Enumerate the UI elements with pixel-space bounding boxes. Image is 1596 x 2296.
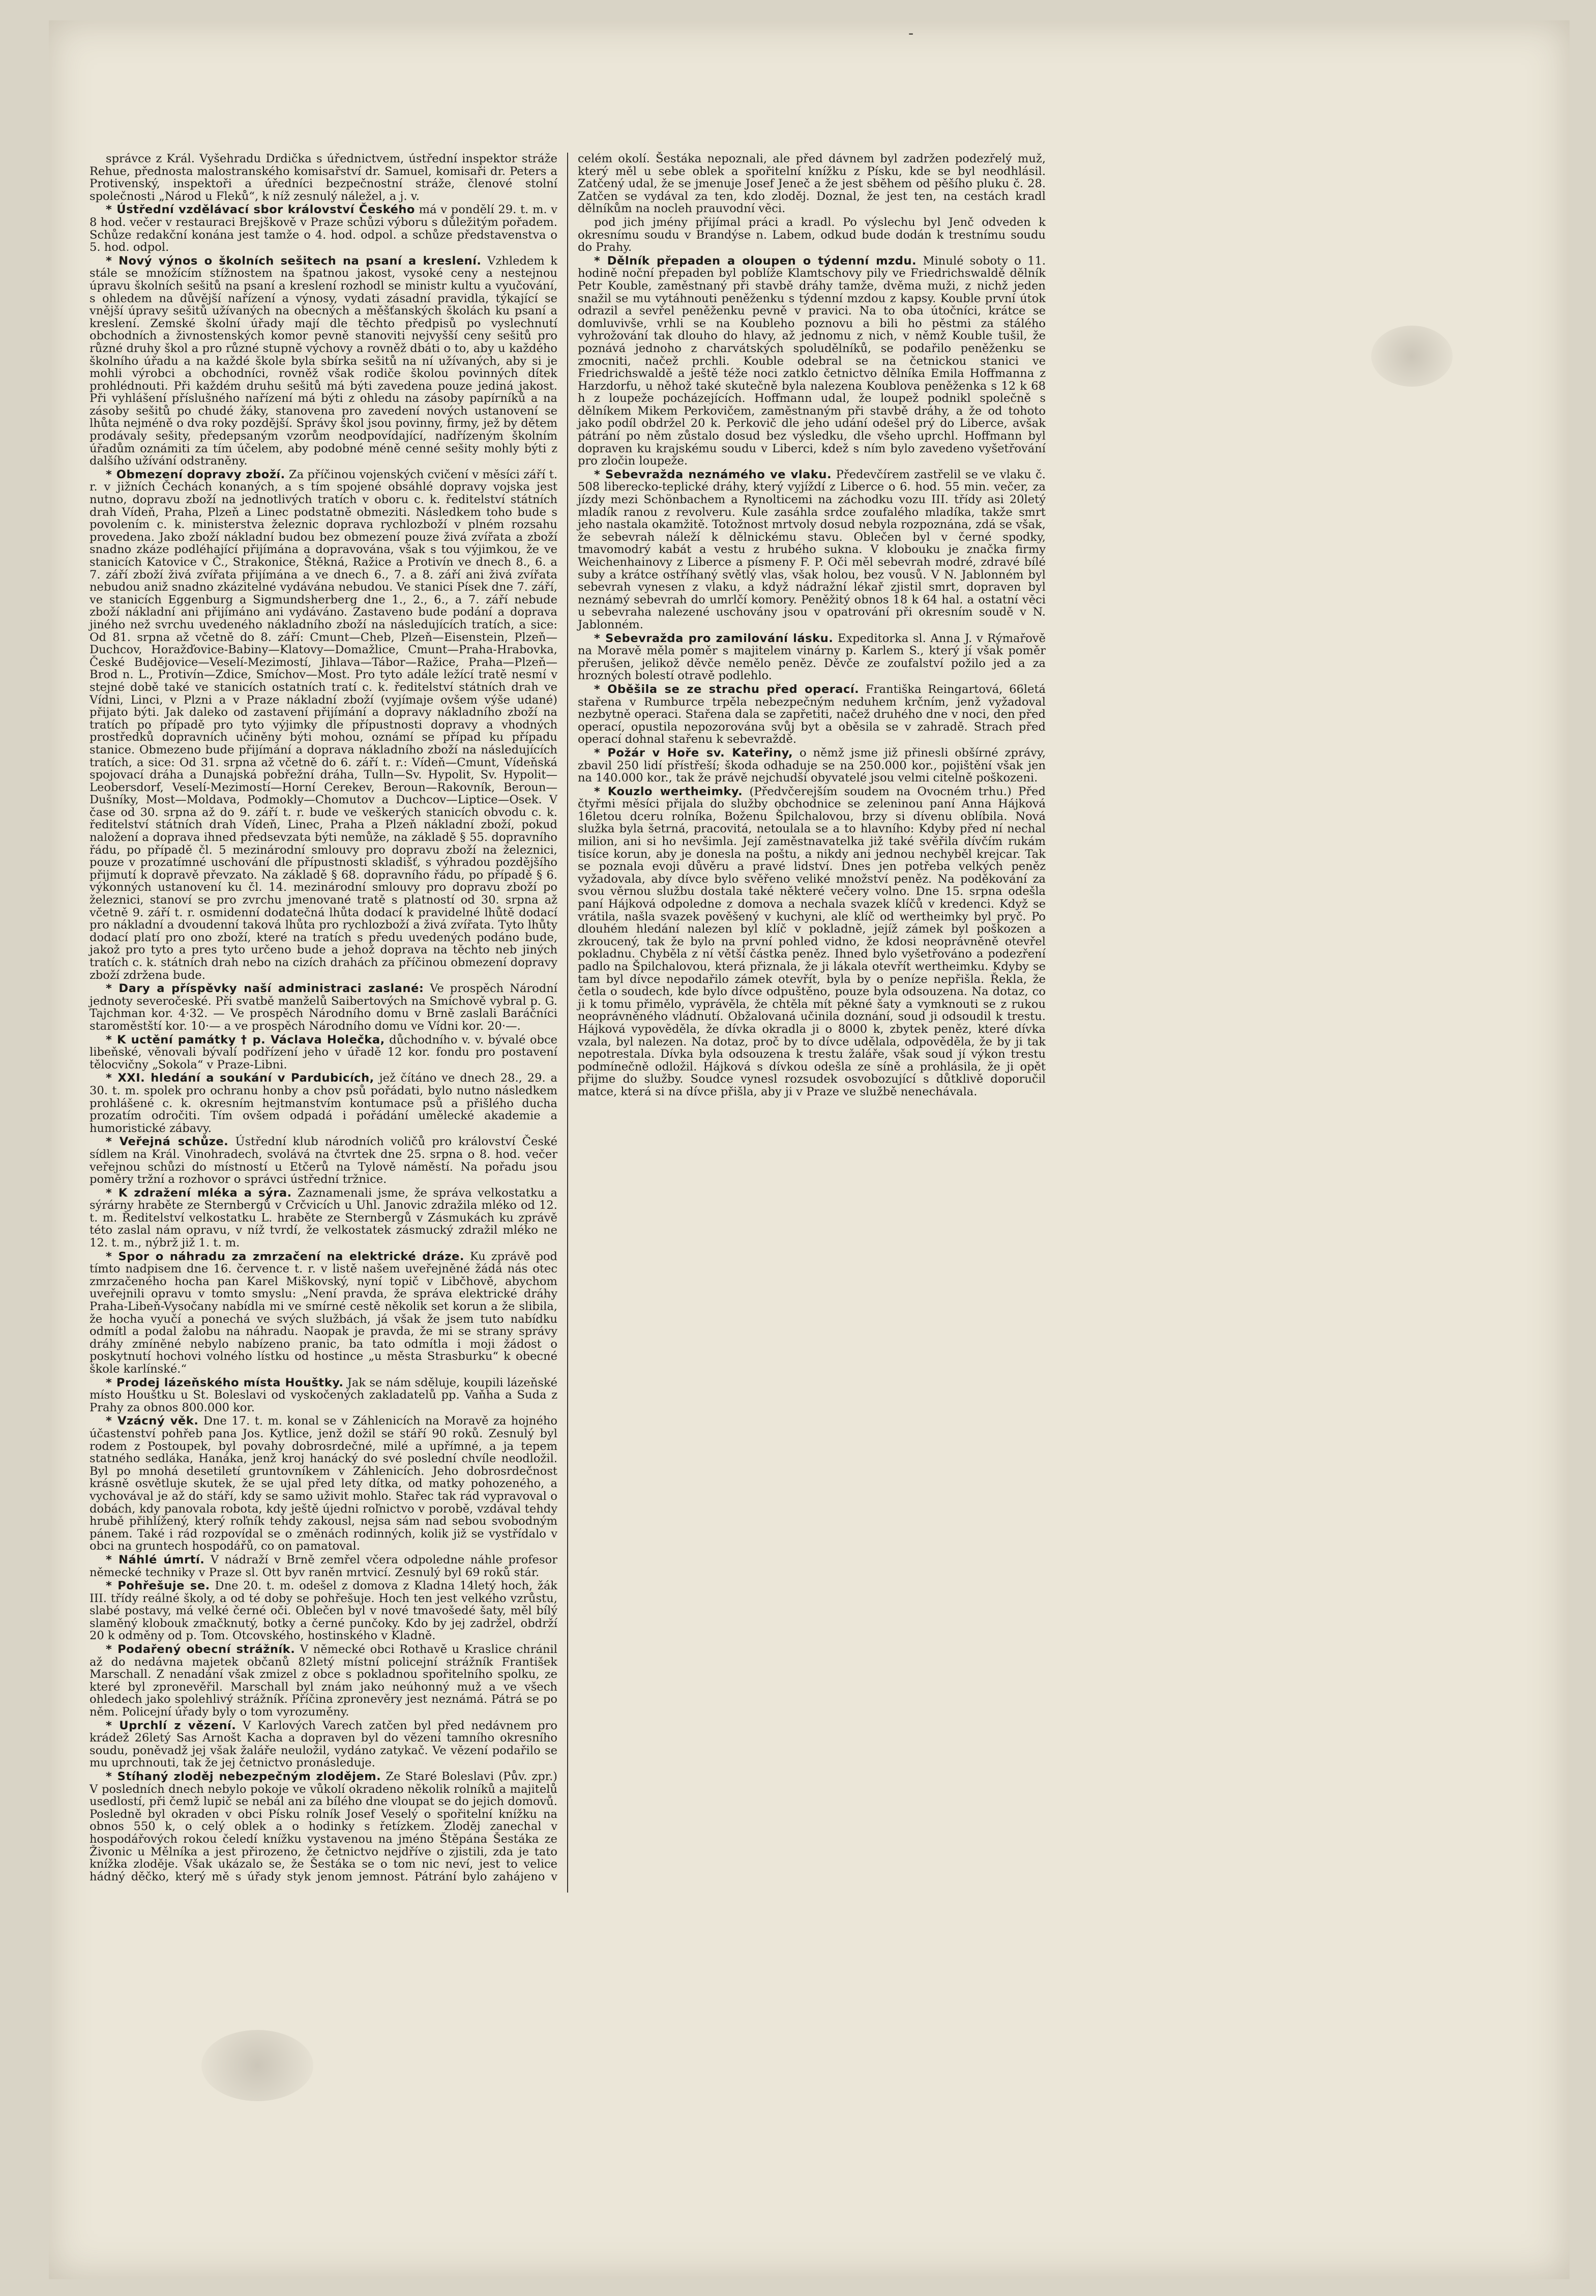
article-body: správce z Král. Vyšehradu Drdička s úřednictvem, ústřední inspektor stráže Rehue, přednosta malostranského komisařství dr. Samuel, komisaři dr. Peters a Protivenský, inspektoři a úředníci bezpečnostní stráže, členové stolní společnosti „Národ u Fleků“, k níž zesnulý náležel, a j. v. [90,152,557,203]
article-headline: * Pohřešuje se. [106,1579,210,1592]
article-body: pod jich jmény přijímal práci a kradl. Po výslechu byl Jenč odveden k okresnímu soudu v Brandýse n. Labem, odkud bude dodán k trestnímu soudu do Prahy. [578,215,1046,254]
article [578,683,1046,746]
article [90,1187,557,1249]
article-headline: * Vzácný věk. [106,1414,198,1428]
article-body: V nádraží v Brně zemřel včera odpoledne náhle profesor německé techniky v Praze sl. Ott byv raněn mrtvicí. Zesnulý byl 69 roků stár. [90,1553,557,1579]
article [90,255,557,468]
article-body: důchodního v. v. bývalé obce libeňské, věnovali bývalí podřízení jeho v úřadě 12 kor. fondu pro postavení tělocvičny „Sokola“ v Praze-Libni. [90,1033,557,1071]
article [90,1415,557,1553]
article-headline: * Uprchlí z vězení. [106,1719,236,1732]
article-headline: * K zdražení mléka a sýra. [106,1186,292,1200]
article-headline: * Sebevražda neznámého ve vlaku. [594,468,832,481]
article [578,632,1046,682]
article-headline: * Podařený obecní strážník. [106,1643,295,1656]
article [578,255,1046,468]
article-columns [90,153,1534,1893]
article-headline: * Prodej lázeňského místa Houštky. [106,1376,343,1389]
article-body: Předevčírem zastřelil se ve vlaku č. 508 liberecko-teplické dráhy, který vyjíždí z Liberce o 6. hod. 55 min. večer, za jízdy mezi Schönbachem a Rynolticemi na záchodku vozu III. třídy asi 20letý mladík ranou z revolveru. Kule zasáhla srdce zoufalého mladíka, takže smrt jeho nastala okamžitě. Totožnost mrtvoly dosud nebyla rozpoznána, zdá se však, že sebevrah náleží k dělnickému stavu. Oblečen byl v černé spodky, tmavomodrý kabát a vestu z hrubého sukna. V klobouku je značka firmy Weichenhainovy z Liberce a písmeny F. P. Oči měl sebevrah modré, zdravé bílé suby a krátce ostříhaný světlý vlas, však holou, bez vousů. V N. Jablonném byl sebevrah vynesen z vlaku, a když nádražní lékař zjistil smrt, dopraven byl neznámý sebevrah do umrlčí komory. Peněžitý obnos 18 k 64 hal. a ostatní věci u sebevraha nalezené uschovány jsou v opatrování při okresním soudě v N. Jablonném. [578,468,1046,631]
article-headline: * Dary a příspěvky naší administraci zaslané: [106,982,424,995]
article [90,204,557,253]
article-headline: * Dělník přepaden a oloupen o týdenní mzdu. [594,254,917,268]
article-headline: * Obmezení dopravy zboží. [106,468,285,481]
article [90,1072,557,1135]
article-headline: * Veřejná schůze. [106,1135,228,1148]
article [90,1720,557,1769]
article-headline: * K uctění památky † p. Václava Holečka, [106,1033,385,1047]
article-headline: * Oběšila se ze strachu před operací. [594,683,859,696]
article [90,1377,557,1414]
article-body: V německé obci Rothavě u Kraslice chránil až do nedávna majetek občanů 82letý místní policejní strážník František Marschall. Z nenadání však zmizel z obce s pokladnou spořitelního spolku, ze které byl zpronevěřil. Marschall byl znám jako neúhonný muž a ve všech ohledech jako spolehlivý strážník. Příčina zpronevěry jest neznámá. Pátrá se po něm. Policejní úřady byly o tom vyrozuměny. [90,1643,557,1719]
article [90,1580,557,1642]
paper-stain [1371,326,1453,387]
article-body: o němž jsme již přinesli obšírné zprávy, zbavil 250 lidí přístřeší; škoda odhaduje se na 250.000 kor., pojištění však jen na 140.000 kor., tak že právě nejchudší obyvatelé jsou velmi citelně poškozeni. [578,746,1046,785]
article-headline: * Náhlé úmrtí. [106,1553,204,1566]
article-body: Ku zprávě pod tímto nadpisem dne 16. července t. r. v listě našem uveřejněné žádá nás otec zmrzačeného hocha pan Karel Miškovský, nyní topič v Libčhově, abychom uveřejnili opravu v tomto smyslu: „Není pravda, že správa elektrické dráhy Praha-Libeň-Vysočany nabídla mi ve smírné cestě několik set korun a že slibila, že hocha vyučí a ponechá ve svých službách, já však že jsem tuto nabídku odmítl a podal žalobu na náhradu. Naopak je pravda, že mi se strany správy dráhy zmíněné nebylo nabízeno pranic, ba tato odmítla i moji žádost o poskytnutí hochovi volného lístku od hostince „u města Strasburku“ k obecné škole karlínské.“ [90,1249,557,1376]
article [578,469,1046,631]
article-headline: * Sebevražda pro zamilování lásku. [594,632,833,645]
article-headline: * Spor o náhradu za zmrzačení na elektrické dráze. [106,1250,464,1263]
article-body: Dne 17. t. m. konal se v Záhlenicích na Moravě za hojného účastenství pohřeb pana Jos. Kytlice, jenž dožil se stáří 90 roků. Zesnulý byl rodem z Postoupek, byl povahy dobrosrdečné, milé a upřímné, a ja tepem statného sedláka, Hanáka, jenž kroj hanácký do své poslední chvíle neodložil. Byl po mnohá desetiletí gruntovníkem v Záhlenicích. Jeho dobrosrdečnost krásně osvětluje skutek, že se ujal před lety dítka, od matky pohozeného, a vychovával je až do stáří, kdy se samo uživit mohlo. Stařec tak rád vypravoval o dobách, kdy panovala robota, kdy ještě újedni roľnictvo v porobě, vzdával tehdy hrubě přihlížený, který roľník tehdy zakousl, nejsa sám nad sebou svobodným pánem. Také i rád rozpovídal se o změnách rodinných, kolik již se vystřídalo v obci na gruntech hospodářů, co on pamatoval. [90,1414,557,1553]
article [578,786,1046,1098]
page-mark: - [908,24,916,42]
article-body: má v pondělí 29. t. m. v 8 hod. večer v restauraci Brejškově v Praze schůzi výboru s důležitým pořadem. Schůze redakční konána jest tamže o 4. hod. odpol. a schůze představenstva o 5. hod. odpol. [90,203,558,254]
article [90,153,557,202]
article [90,1034,557,1071]
article [578,747,1046,784]
article-headline: * Požár v Hoře sv. Kateřiny, [594,746,793,760]
article-body: Za příčinou vojenských cvičení v měsíci září t. r. v jižních Čechách konaných, a s tím spojené obsáhlé dopravy vojska jest nutno, dopravu zboží na jednotlivých tratích v oboru c. k. ředitelství státních drah Vídeň, Praha, Plzeň a Linec podstatně obmeziti. Následkem toho bude s povolením c. k. ministerstva železnic doprava rychlozboží v plném rozsahu provedena. Jako zboží nákladní budou bez obmezení pouze živá zvířata a zboží snadno zkáze podléhající přijímána a dopravována, však s tou výjimkou, že ve stanicích Katovice v Č., Strakonice, Štěkná, Ražice a Protivín ve dnech 8., 6. a 7. září zboží živá zvířata přijímána a ve dnech 6., 7. a 8. září ani živá zvířata nebudou aniž snadno zkázitelné vydávána nebudou. Ve stanici Písek dne 7. září, ve stanicích Eggenburg a Sigmundsherberg dne 1., 2., 6., a 7. září nebude zboží nákladní ani přijímáno ani vydáváno. Zastaveno bude podání a doprava jiného než svrchu uvedeného nákladního zboží na následujících tratích, a sice: Od 81. srpna až včetně do 8. září: Cmunt—Cheb, Plzeň—Eisenstein, Plzeň—Duchcov, Horažďovice-Babiny—Klatovy—Domažlice, Cmunt—Praha-Hrabovka, České Budějovice—Veselí-Mezimostí, Jihlava—Tábor—Ražice, Praha—Plzeň—Brod n. L., Protivín—Zdice, Smíchov—Most. Pro tyto adále ležící tratě nesmí v stejné době také ve stanicích ostatních tratí c. k. ředitelství státních drah ve Vídni, Linci, v Plzni a v Praze nákladní zboží (vyjímaje ovšem výše udané) přijato býti. Jak daleko od zastavení přijímání a dopravy nákladního zboží na tratích po případě pro tyto výjimky dle přípustnosti dopravy a vhodných prostředků dopravních učiněny býti mohou, oznámí se případ ku případu stanice. Obmezeno bude přijímání a doprava nákladního zboží na následujících tratích, a sice: Od 31. srpna až včetně do 6. září t. r.: Vídeň—Cmunt, Vídeňská spojovací dráha a Dunajská pobřežní dráha, Tulln—Sv. Hypolit, Sv. Hypolit—Leobersdorf, Veselí-Mezimostí—Horní Cerekev, Beroun—Rakovník, Beroun—Dušníky, Most—Moldava, Podmokly—Chomutov a Duchcov—Liptice—Osek. V čase od 30. srpna až do 9. září t. r. bude ve veškerých stanicích obvodu c. k. ředitelství státních drah Vídeň, Linec, Praha a Plzeň nákladní zboží, pokud naložení a doprava ihned předsevzata býti nemůže, na základě § 55. dopravního řádu, po případě čl. 5 mezinárodní smlouvy pro dopravu zboží na železnici, pouze v prozatímné uschování dle přípustnosti skladišť, s výhradou pozdějšího přijmutí k dopravě převzato. Na základě § 68. dopravního řádu, po případě § 6. výkonných ustanovení ku čl. 14. mezinárodní smlouvy pro dopravu zboží po železnici, stanoví se pro zvrchu jmenované tratě s platností od 30. srpna až včetně 9. září t. r. osmidenní dodatečná lhůta dodací k pravidelné lhůtě dodací pro nákladní a dvoudenní taková lhůta pro rychlozboží a živá zvířata. Tyto lhůty dodací platí pro ono zboží, které na tratích s předu uvedených podáno bude, jakož pro tyto a pres tyto určeno bude a jehož doprava na těchto neb jiných tratích c. k. státních drah nebo na cizích drahách za příčinou obmezení dopravy zboží zdržena bude. [90,468,557,982]
article [90,1643,557,1719]
article-body: V Karlových Varech zatčen byl před nedávnem pro krádež 26letý Sas Arnošt Kacha a dopraven byl do vězení tamního okresního soudu, poněvadž jej však žaláře neuložil, vydáno zatykač. Ve vězení podařilo se mu uprchnouti, tak že jej četnictvo pronásleduje. [90,1719,557,1770]
paper-stain [201,2030,313,2101]
article-body: Františka Reingartová, 66letá stařena v Rumburce trpěla nebezpečným neduhem krčním, jenž vyžadoval nezbytně operaci. Stařena dala se zapřetiti, načež druhého dne v noci, den před operací, opustila nepozorována svůj byt a oběsila se v zahradě. Strach před operací dohnal stařenu k sebevraždě. [578,682,1046,746]
newspaper-page [49,20,1570,2279]
article-body: jež čítáno ve dnech 28., 29. a 30. t. m. spolek pro ochranu honby a chov psů pořádati, bylo nutno následkem prohlášené c. k. okresním hejtmanstvím kontumace psů a přišlého ducha prozatím odročiti. Tím ovšem odpadá i pořádání umělecké akademie a humoristické zábavy. [90,1071,557,1135]
article-body: Expeditorka sl. Anna J. v Rýmařově na Moravě měla poměr s majitelem vinárny p. Karlem S., který jí však poměr přerušen, jelikož děvče nemělo peněz. Děvče ze zoufalství požilo jed a za hrozných bolestí otravě podlehlo. [578,631,1046,683]
article-headline: * Kouzlo wertheimky. [594,785,743,798]
article [90,1251,557,1376]
article-body: Ze Staré Boleslavi (Pův. zpr.) V posledních dnech nebylo pokoje ve vůkolí okradeno několik rolníků a majitelů usedlostí, při čemž lupič se nebál ani za bílého dne vloupat se do jejich domovů. Posledně byl okraden v obci Písku rolník Josef Veselý o spořitelní knížku na obnos 550 k, o celý oblek a o hodinky s řetízkem. Zloděj zanechal v hospodářových rokou čeledí knížku vystavenou na jméno Štěpána Šestáka ze Živonic u Mělníka a jest přirozeno, že četnictvo nejdříve o zjistili, zda je tato knížka zloděje. Však ukázalo se, že Šestáka se o tom nic neví, jest to velice hádný děčko, který mě s úřady styk jenom jemnost. Pátrání bylo zahájeno v celém okolí. Šestáka nepoznali, ale před dávnem byl zadržen podezřelý muž, který měl u sebe oblek a spořitelní knížku z Písku, kde se byl neodhlásil. Zatčený udal, že se jmenuje Josef Jeneč a že jest sběhem od pěšího pluku č. 28. Zatčen se vydával za ten, kdo zloděj. Doznal, že jest ten, na cestách kradl dělníkům na nocleh prauvodní věci. [90,152,1046,1883]
article-headline: * Ústřední vzdělávací sbor království Českého [106,203,415,216]
article-body: Zaznamenali jsme, že správa velkostatku a sýrárny hraběte ze Sternbergů v Crčvicích u Uhl. Janovic zdražila mléko od 12. t. m. Ředitelství velkostatku L. hraběte ze Sternbergů v Zásmukách ku zprávě této zaslal nám opravu, v níž tvrdí, že velkostatek zásmucký zdražil mléko ne 12. t. m., nýbrž již 1. t. m. [90,1186,557,1250]
article [578,216,1046,254]
article-body: Dne 20. t. m. odešel z domova z Kladna 14letý hoch, žák III. třídy reálné školy, a od té doby se pohřešuje. Hoch ten jest velkého vzrůstu, slabé postavy, má velké černé oči. Oblečen byl v nové tmavošedé šaty, měl bílý slaměný klobouk zmačknutý, botky a černé punčoky. Kdo by jej zadržel, obdrží 20 k odměny od p. Tom. Otcovského, hostinského v Kladně. [90,1579,557,1643]
article [90,469,557,981]
article-body: Jak se nám sděluje, koupili lázeňské místo Houštku u St. Boleslavi od vyskočených zakladatelů pp. Vaňha a Suda z Prahy za obnos 800.000 kor. [90,1376,557,1414]
article-body: Vzhledem k stále se množícím stížnostem na špatnou jakost, vysoké ceny a nestejnou úpravu školních sešitů na psaní a kreslení rozhodl se ministr kultu a vyučování, s ohledem na důvější nařízení a výnosy, vydati zásadní pravidla, týkající se vnější úpravy sešitů užívaných na obecných a měšťanských školách ku psaní a kreslení. Zemské školní úřady mají dle těchto předpisů po vyslechnutí obchodních a živnostenských komor pevně stanoviti nejvyšší ceny sešitů pro různé druhy škol a pro různé stupně výchovy a rovněž dbáti o to, aby u každého školního úřadu a na každé škole byla sbírka sešitů na ní užívaných, aby si je mohli výrobci a obchodníci, rovněž však rodiče školou povinných dítek prohlédnouti. Při každém druhu sešitů má býti zavedena pouze jediná jakost. Při vyhlášení příslušného nařízení má býti z ohledu na zásoby papírníků a na zásoby sešitů po chudé žáky, stanovena pro zavedení nových ustanovení se lhůta nejméně o dva roky pozdější. Správy škol jsou povinny, firmy, jež by dětem prodávaly sešity, předepsaným vzorům neodpovídající, nadřízeným školním úřadům oznámiti za tím účelem, aby podobné méně cenné sešity mohly býti z dalšího užívání odstraněny. [90,254,558,468]
article-body: Ve prospěch Národní jednoty severočeské. Při svatbě manželů Saibertových na Smíchově vybral p. G. Tajchman kor. 4·32. — Ve prospěch Národního domu v Brně zaslali Baráčníci staroměstští kor. 10·— a ve prospěch Národního domu ve Vídni kor. 20·—. [90,982,557,1033]
article-headline: * Stíhaný zloděj nebezpečným zlodějem. [106,1770,381,1783]
article [90,982,557,1032]
article-headline: * Nový výnos o školních sešitech na psaní a kreslení. [106,254,481,268]
article [90,1554,557,1579]
article-body: (Předvčerejším soudem na Ovocném trhu.) Před čtyřmi měsíci přijala do služby obchodnice se zeleninou paní Anna Hájková 16letou dceru rolníka, Boženu Špilchalovou, brzy si dívenu oblíbila. Nová služka byla šetrná, pracovitá, netoulala se a to hlavního: Kdyby před ní nechal milion, ani si ho nevšimla. Její zaměstnavatelka již také svěřila dívčím rukám tisíce korun, aby je donesla na poštu, a nikdy ani jednou nechyběl krejcar. Tak se poznala evoji důvěru a pravé lidství. Dnes jen potřeba velkých peněz vyžadovala, aby dívce bylo svěřeno veliké množství peněz. Na poděkování za svou věrnou službu dostala také některé večery volno. Dne 15. srpna odešla paní Hájková odpoledne z domova a nechala svazek klíčů v kredenci. Když se vrátila, našla svazek pověšený v kuchyni, ale klíč od wertheimky byl pryč. Po dlouhém hledání nalezen byl klíč v pokladně, jejíž zámek byl poškozen a zkroucený, tak že bylo na první pohled vidno, že kdosi neoprávněně otevřel pokladnu. Chyběla z ní větší částka peněz. Ihned bylo vyšetřováno a podezření padlo na Špilchalovou, která přiznala, že ji lákala otevřít wertheimku. Kdyby se tam byl dívce nepodařilo zámek otevřít, byla by o peníze nepřišla. Řekla, že četla o soudech, kde bylo dívce odpuštěno, pouze byla odsouzena. Na dotaz, co ji k tomu přimělo, vyprávěla, že chtěla mít pěkné šaty a vymknouti se z rukou neoprávněného vládnutí. Obžalovaná učinila doznání, soud ji odsoudil k trestu. Hájková vypověděla, že dívka okradla ji o 8000 k, zbytek peněz, které dívka vzala, byl nalezen. Na dotaz, proč by to dívce udělala, odpověděla, že by ji tak nepotrestala. Dívka byla odsouzena k trestu žaláře, však soud jí výkon trestu podmínečně odložil. Hájková s dívkou odešla ze síně a prohlásila, že ji opět přijme do služby. Soudce vynesl rozsudek osvobozující s důtklivě doporučil matce, která si na dívce přišla, aby ji v Praze ve službě nenechávala. [578,784,1046,1098]
article-body: Ústřední klub národních voličů pro království České sídlem na Král. Vinohradech, svolává na čtvrtek dne 25. srpna o 8. hod. večer veřejnou schůzi do místností u Etčerů na Tylově náměstí. Na pořadu jsou poměry tržní a rozhovor o správci ústřední tržnice. [90,1135,557,1186]
article-headline: * XXI. hledání a soukání v Pardubicích, [106,1071,374,1085]
article [90,1136,557,1185]
article-body: Minulé soboty o 11. hodině noční přepaden byl poblíže Klamtschovy pily ve Friedrichswaldě dělník Petr Kouble, zaměstnaný při stavbě dráhy tamže, dvěma muži, z nichž jeden snažil se mu vytáhnouti peněženku s týdenní mzdou z kapsy. Kouble první útok odrazil a sevřel peněženku pevně v pravici. Na to oba útočníci, krátce se domluvivše, vrhli se na Koubleho poznovu a bili ho pěstmi za stálého vyhrožování tak dlouho do hlavy, až jednomu z nich, v němž Kouble tušil, že poznává jednoho z charvátských spoludělníků, se podařilo peněženku se zmocniti, načež prchli. Kouble odebral se na četnickou stanici ve Friedrichswaldě a ještě téže noci zatklo četnictvo dělníka Emila Hoffmanna z Harzdorfu, u něhož také skutečně byla nalezena Koublova peněženka s 12 k 68 h z loupeže pocházejících. Hoffmann udal, že loupež podnikl společně s dělníkem Mikem Perkovičem, zaměstnaným při stavbě dráhy, a že od tohoto jako podíl obdržel 20 k. Perkovič dle jeho udání odešel prý do Liberce, avšak pátrání po něm zůstalo dosud bez výsledku, dle všeho uprchl. Hoffmann byl dopraven ku krajskému soudu v Liberci, kdež s ním bylo zavedeno vyšetřování pro zločin loupeže. [578,254,1046,468]
